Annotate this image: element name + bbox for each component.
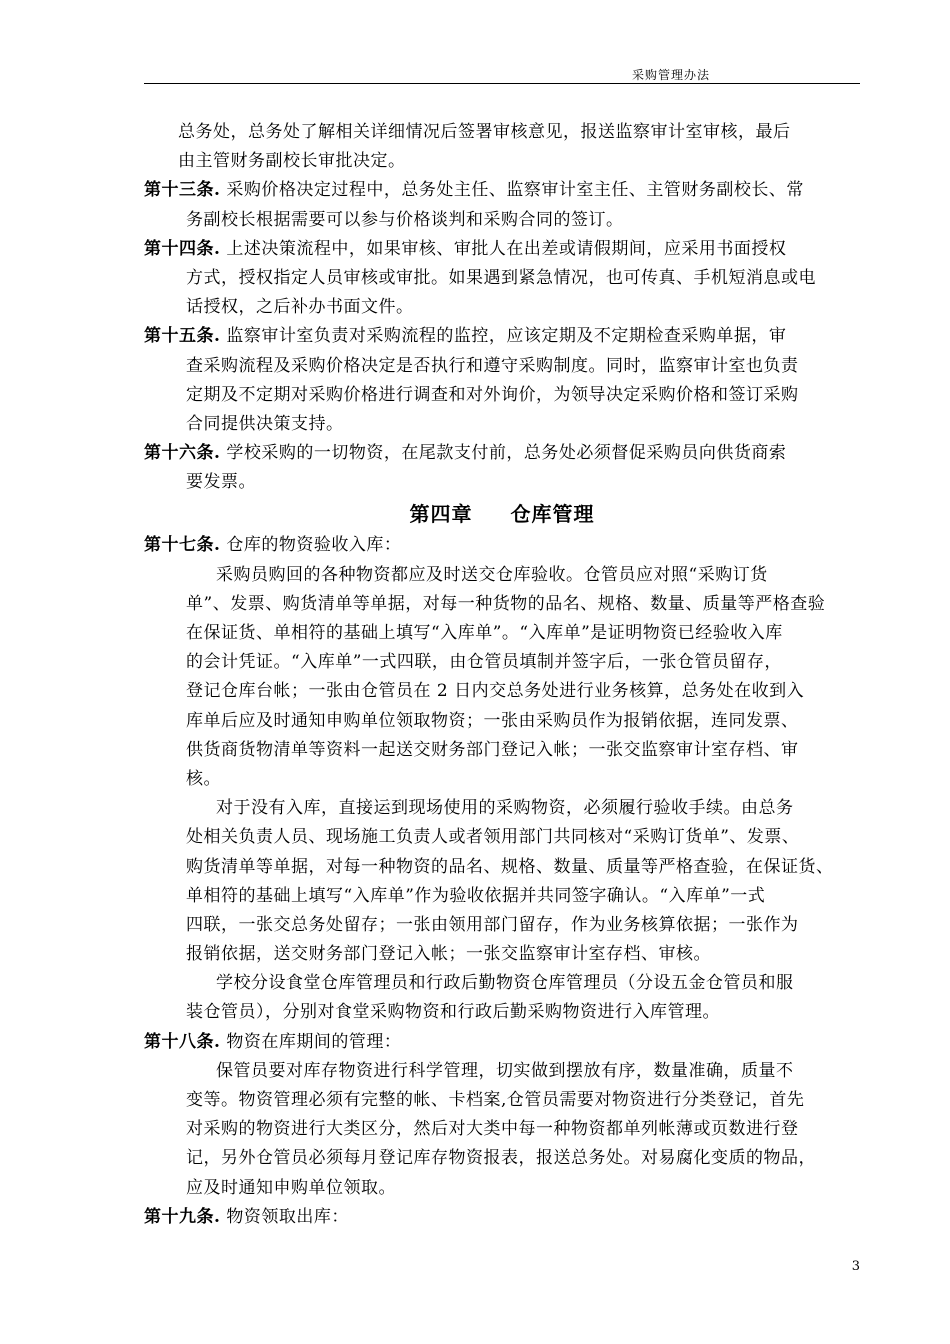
text-line: 报销依据，送交财务部门登记入帐；一张交监察审计室存档、审核。: [186, 944, 711, 965]
text-line: 装仓管员），分别对食堂采购物资和行政后勤采购物资进行入库管理。: [186, 1002, 720, 1023]
text-line: 对于没有入库，直接运到现场使用的采购物资，必须履行验收手续。由总务: [216, 798, 794, 819]
article-15: [144, 322, 860, 351]
text-line: 四联，一张交总务处留存；一张由领用部门留存，作为业务核算依据；一张作为: [186, 914, 799, 935]
document-body: [144, 118, 860, 1232]
article-text: 学校采购的一切物资，在尾款支付前，总务处必须督促采购员向供货商索: [226, 443, 787, 464]
article-13: [144, 176, 860, 205]
text-line: 在保证货、单相符的基础上填写“入库单”。“入库单”是证明物资已经验收入库: [186, 623, 783, 643]
text-line: 单”、发票、购货清单等单据，对每一种货物的品名、规格、数量、质量等严格查验: [186, 593, 826, 614]
chapter-title: 仓库管理: [510, 502, 595, 527]
text-line: 对采购的物资进行大类区分，然后对大类中每一种物资都单列帐薄或页数进行登: [186, 1119, 799, 1140]
text-line: 应及时通知申购单位领取。: [186, 1177, 396, 1198]
text-line: 处相关负责人员、现场施工负责人或者领用部门共同核对“采购订货单”、发票、: [186, 827, 800, 848]
text-line: 记，另外仓管员必须每月登记库存物资报表，报送总务处。对易腐化变质的物品，: [186, 1148, 816, 1169]
page-number: 3: [851, 1259, 860, 1274]
chapter-heading: [144, 497, 860, 531]
text-line: 合同提供决策支持。: [186, 413, 344, 434]
text-line: 登记仓库台帐；一张由仓管员在 2 日内交总务处进行业务核算，总务处在收到入: [186, 681, 805, 702]
header-title: 采购管理办法: [631, 68, 710, 82]
text-line: 要发票。: [186, 472, 256, 493]
page-header: [144, 66, 860, 83]
text-line: 总务处，总务处了解相关详细情况后签署审核意见，报送监察审计室审核，最后: [178, 122, 791, 142]
text-line: 单相符的基础上填写“入库单”作为验收依据并共同签字确认。“入库单”一式: [186, 885, 766, 906]
text-line: 的会计凭证。“入库单”一式四联，由仓管员填制并签字后，一张仓管员留存，: [186, 652, 782, 673]
article-label: 第十九条.: [144, 1206, 221, 1227]
article-label: 第十三条.: [144, 180, 221, 201]
article-label: 第十五条.: [144, 326, 221, 347]
text-line: 方式，授权指定人员审核或审批。如果遇到紧急情况，也可传真、手机短消息或电: [186, 267, 816, 288]
header-rule: [144, 83, 860, 84]
article-label: 第十八条.: [144, 1031, 221, 1052]
article-text: 监察审计室负责对采购流程的监控，应该定期及不定期检查采购单据，审: [226, 326, 787, 347]
article-label: 第十四条.: [144, 238, 221, 259]
article-16: [144, 439, 860, 468]
text-line: 变等。物资管理必须有完整的帐、卡档案,仓管员需要对物资进行分类登记，首先: [186, 1090, 805, 1110]
article-14: [144, 235, 860, 264]
article-label: 第十七条.: [144, 535, 221, 556]
text-line: 定期及不定期对采购价格进行调查和对外询价，为领导决定采购价格和签订采购: [186, 384, 799, 405]
text-line: 购货清单等单据，对每一种物资的品名、规格、数量、质量等严格查验，在保证货、: [186, 856, 834, 877]
text-line: 话授权，之后补办书面文件。: [186, 297, 414, 318]
article-18: [144, 1028, 860, 1057]
article-text: 物资领取出库：: [226, 1206, 349, 1227]
text-line: 学校分设食堂仓库管理员和行政后勤物资仓库管理员（分设五金仓管员和服: [216, 973, 794, 994]
article-text: 上述决策流程中，如果审核、审批人在出差或请假期间，应采用书面授权: [226, 238, 787, 259]
article-text: 物资在库期间的管理：: [226, 1031, 402, 1052]
text-line: 库单后应及时通知申购单位领取物资；一张由采购员作为报销依据，连同发票、: [186, 710, 799, 731]
text-line: 供货商货物清单等资料一起送交财务部门登记入帐；一张交监察审计室存档、审: [186, 739, 799, 760]
text-line: 保管员要对库存物资进行科学管理，切实做到摆放有序，数量准确，质量不: [216, 1060, 794, 1081]
article-label: 第十六条.: [144, 443, 221, 464]
chapter-number: 第四章: [409, 502, 473, 527]
text-line: 由主管财务副校长审批决定。: [178, 151, 406, 172]
text-line: 核。: [186, 768, 221, 789]
text-line: 务副校长根据需要可以参与价格谈判和采购合同的签订。: [186, 209, 624, 230]
article-text: 采购价格决定过程中，总务处主任、监察审计室主任、主管财务副校长、常: [226, 180, 804, 201]
article-text: 仓库的物资验收入库：: [226, 535, 402, 556]
article-17: [144, 531, 860, 560]
text-line: 采购员购回的各种物资都应及时送交仓库验收。仓管员应对照“采购订货: [216, 564, 768, 585]
article-19: [144, 1203, 860, 1232]
text-line: 查采购流程及采购价格决定是否执行和遵守采购制度。同时，监察审计室也负责: [186, 355, 799, 376]
